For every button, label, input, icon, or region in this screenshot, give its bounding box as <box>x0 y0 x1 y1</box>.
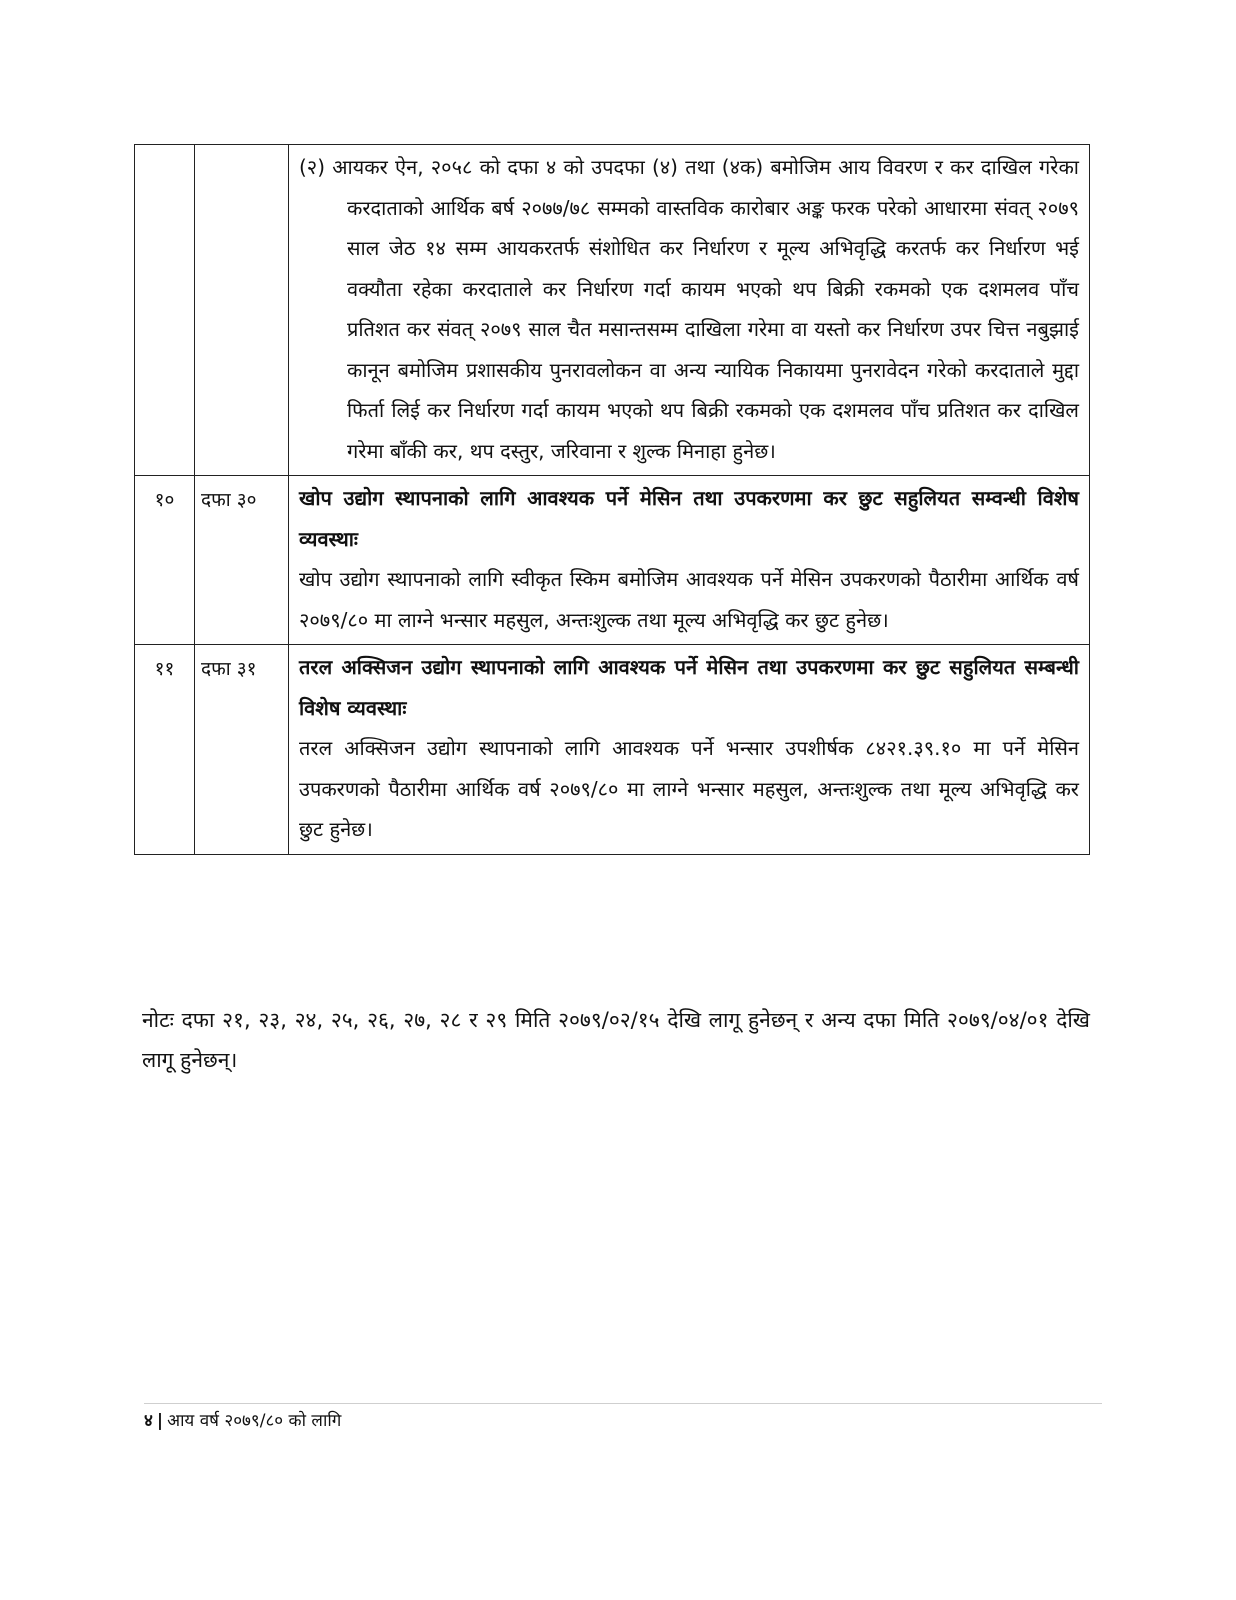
row-body-cell <box>289 476 1090 645</box>
row-section-cell: दफा ३१ <box>195 645 289 855</box>
table-row-11 <box>135 645 1090 855</box>
provisions-table <box>134 144 1090 855</box>
row-number-cell: १० <box>135 476 195 645</box>
row-body-cell <box>289 145 1090 476</box>
provision-text: (२) आयकर ऐन, २०५८ को दफा ४ को उपदफा (४) तथा (४क) बमोजिम आय विवरण र कर दाखिल गरेका करदाताको आर्थिक बर्ष २०७७/७८ सम्मको वास्तविक कारोबार अङ्क फरक परेको आधारमा संवत् २०७९ साल जेठ १४ सम्म आयकरतर्फ संशोधित कर निर्धारण र मूल्य अभिवृद्धि करतर्फ कर निर्धारण भई वक्यौता रहेका करदाताले कर निर्धारण गर्दा कायम भएको थप बिक्री रकमको एक दशमलव पाँच प्रतिशत कर संवत् २०७९ साल चैत मसान्तसम्म दाखिला गरेमा वा यस्तो कर निर्धारण उपर चित्त नबुझाई कानून बमोजिम प्रशासकीय पुनरावलोकन वा अन्य न्यायिक निकायमा पुनरावेदन गरेको करदाताले मुद्दा फिर्ता लिई कर निर्धारण गर्दा कायम भएको थप बिक्री रकमको एक दशमलव पाँच प्रतिशत कर दाखिल गरेमा बाँकी कर, थप दस्तुर, जरिवाना र शुल्क मिनाहा हुनेछ। <box>299 155 1079 463</box>
page-footer <box>144 1408 341 1434</box>
row-section-cell <box>195 145 289 476</box>
page-number: ४ <box>144 1411 153 1431</box>
provision-text: खोप उद्योग स्थापनाको लागि स्वीकृत स्किम बमोजिम आवश्यक पर्ने मेसिन उपकरणको पैठारीमा आर्थिक वर्ष २०७९/८० मा लाग्ने भन्सार महसुल, अन्तःशुल्क तथा मूल्य अभिवृद्धि कर छुट हुनेछ। <box>299 567 1079 632</box>
table-row-continued <box>135 145 1090 476</box>
footer-title: आय वर्ष २०७९/८० को लागि <box>167 1411 342 1431</box>
provision-heading: तरल अक्सिजन उद्योग स्थापनाको लागि आवश्यक पर्ने मेसिन तथा उपकरणमा कर छुट सहुलियत सम्बन्धी विशेष व्यवस्थाः <box>299 655 1079 720</box>
row-body-cell <box>289 645 1090 855</box>
row-section-cell: दफा ३० <box>195 476 289 645</box>
footer-separator: | <box>156 1411 164 1431</box>
table-row-10 <box>135 476 1090 645</box>
row-number-cell: ११ <box>135 645 195 855</box>
provision-heading: खोप उद्योग स्थापनाको लागि आवश्यक पर्ने मेसिन तथा उपकरणमा कर छुट सहुलियत सम्वन्धी विशेष व्यवस्थाः <box>299 486 1079 551</box>
effective-date-note: नोटः दफा २१, २३, २४, २५, २६, २७, २८ र २९ मिति २०७९/०२/१५ देखि लागू हुनेछन् र अन्य दफा मिति २०७९/०४/०१ देखि लागू हुनेछन्। <box>142 1008 1090 1072</box>
provision-text: तरल अक्सिजन उद्योग स्थापनाको लागि आवश्यक पर्ने भन्सार उपशीर्षक ८४२१.३९.१० मा पर्ने मेसिन उपकरणको पैठारीमा आर्थिक वर्ष २०७९/८० मा लाग्ने भन्सार महसुल, अन्तःशुल्क तथा मूल्य अभिवृद्धि कर छुट हुनेछ। <box>299 736 1079 841</box>
footer-divider <box>144 1403 1102 1404</box>
row-number-cell <box>135 145 195 476</box>
